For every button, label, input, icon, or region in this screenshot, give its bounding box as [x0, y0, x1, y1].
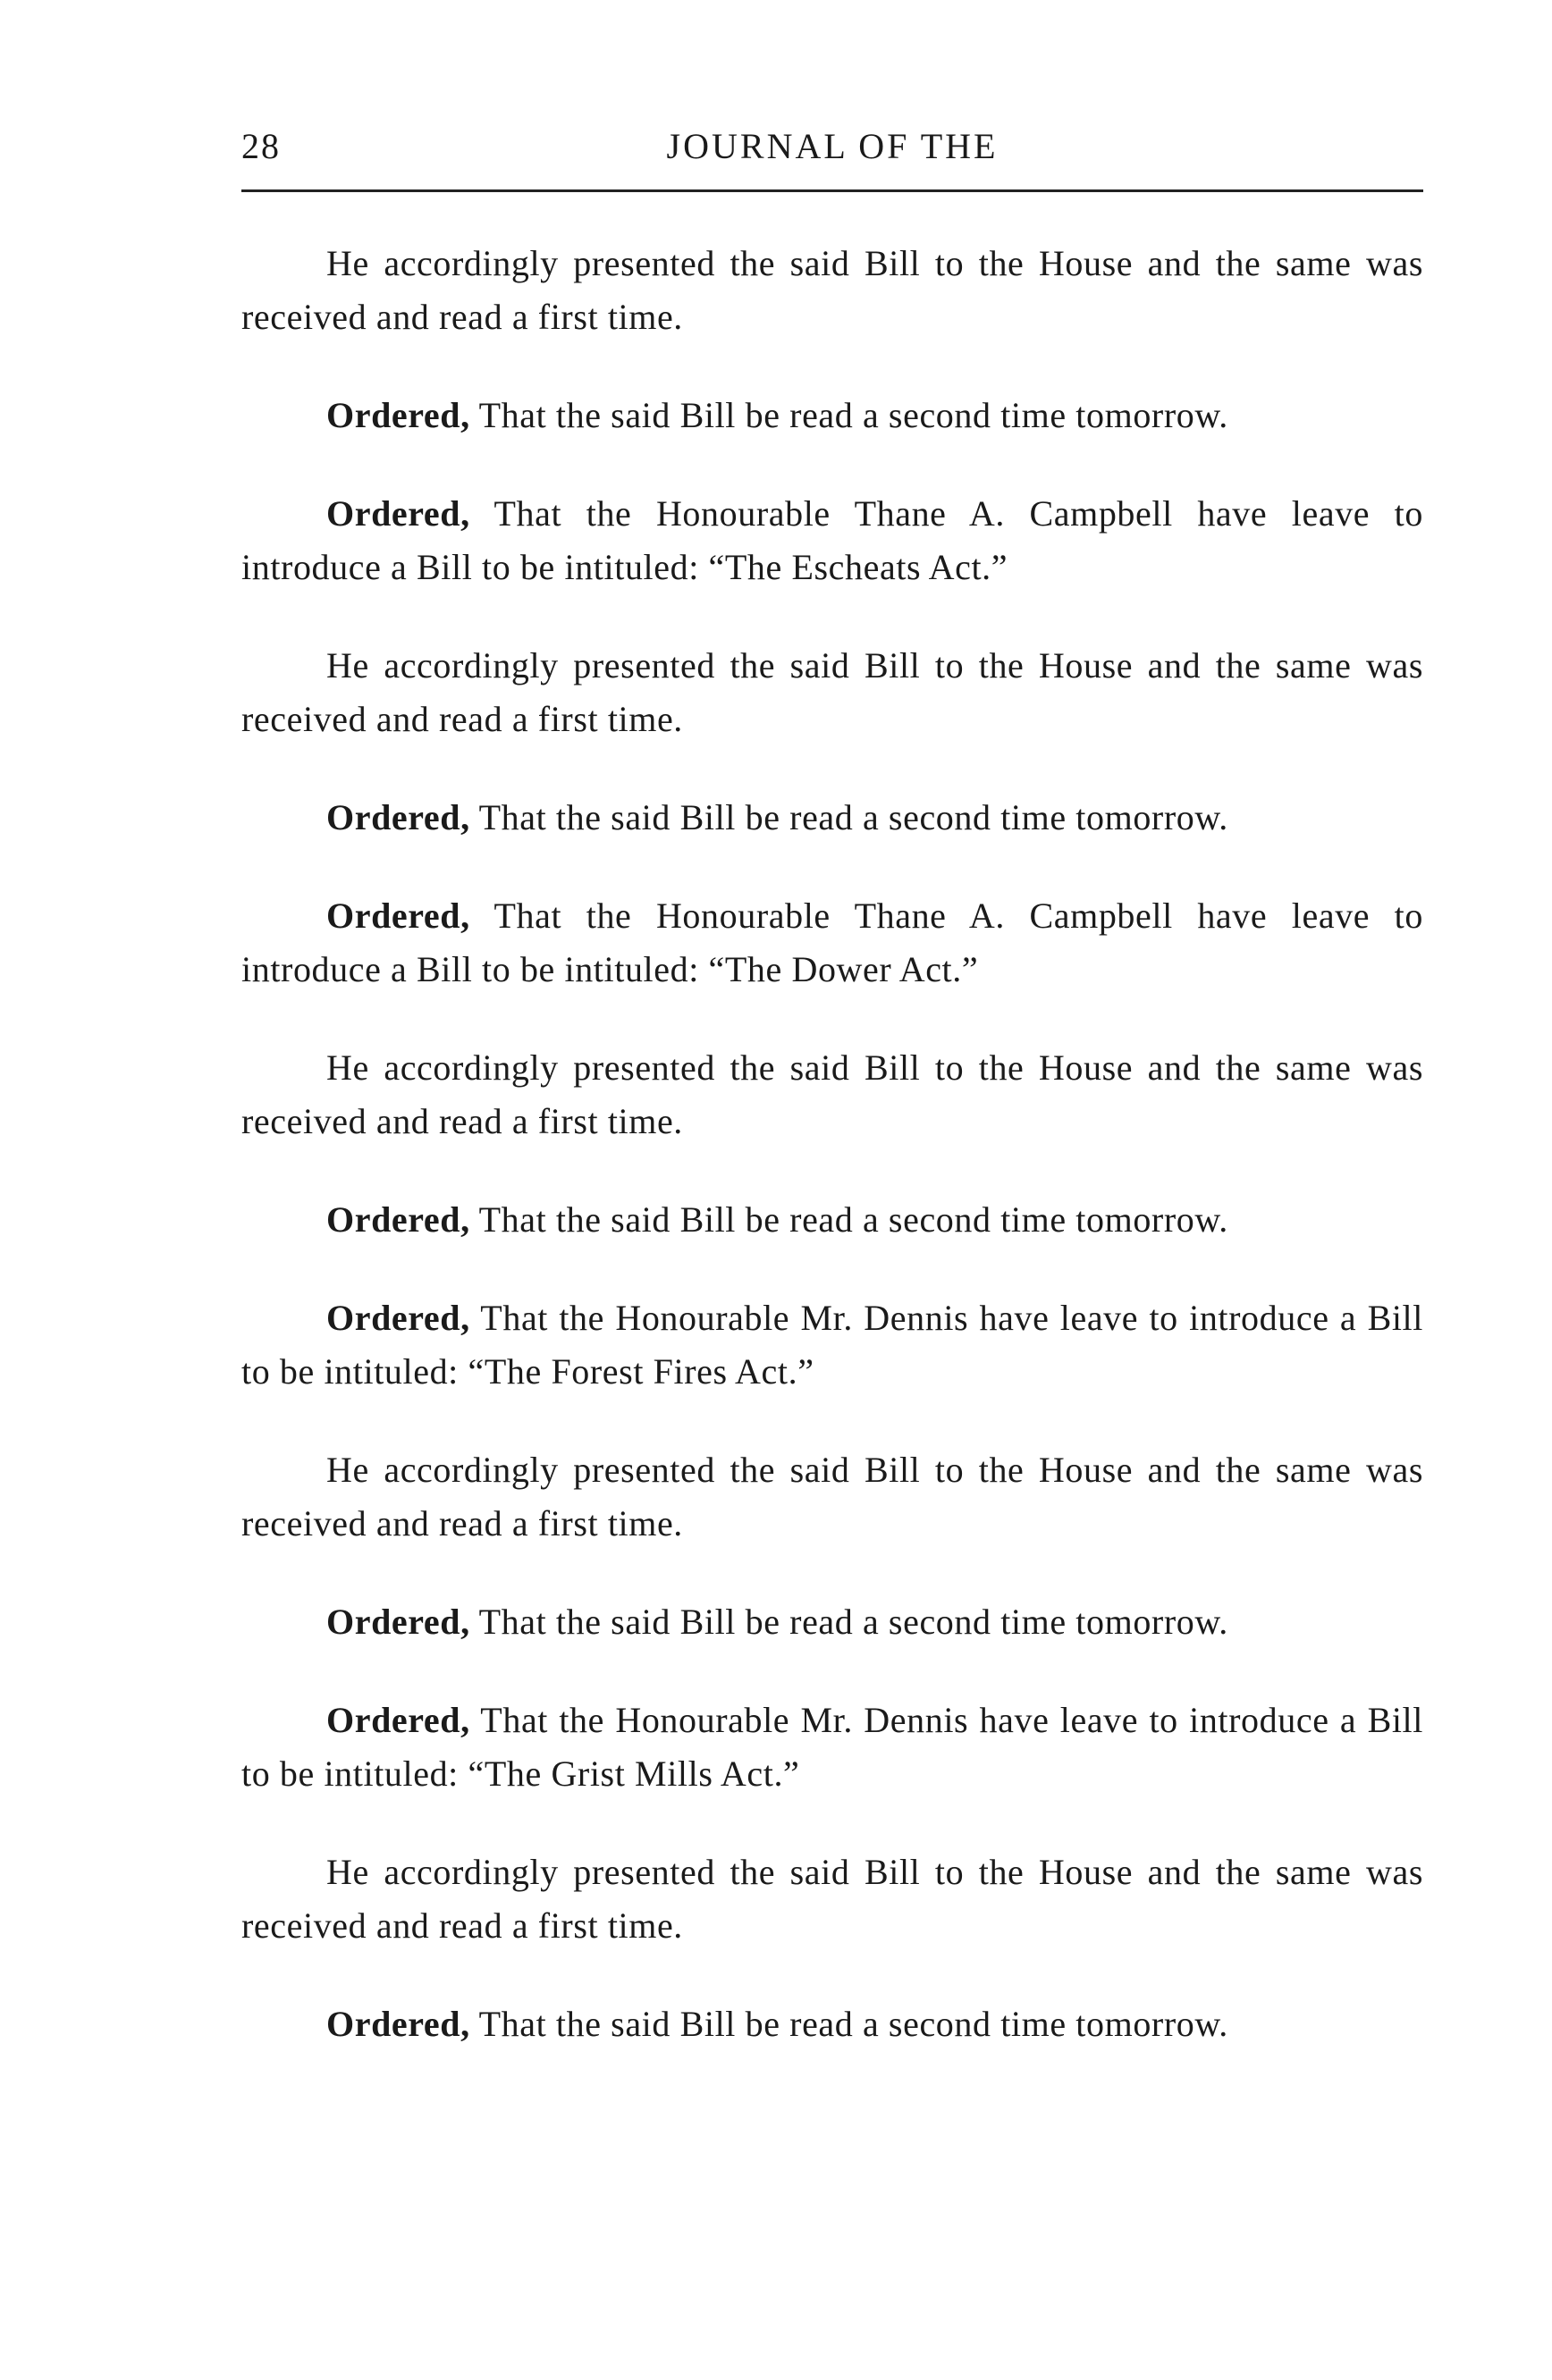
- paragraph-text: He accordingly presented the said Bill to the House and the same was received and read a first time.: [241, 645, 1423, 739]
- journal-body: [241, 237, 1423, 2051]
- paragraph-lead: Ordered,: [326, 1700, 470, 1740]
- paragraph: [241, 639, 1423, 746]
- paragraph: [241, 1997, 1423, 2051]
- paragraph-lead: Ordered,: [326, 797, 470, 837]
- paragraph: [241, 791, 1423, 845]
- paragraph: [241, 889, 1423, 997]
- paragraph: [241, 389, 1423, 442]
- paragraph-lead: Ordered,: [326, 1602, 470, 1642]
- header-rule: [241, 189, 1423, 192]
- paragraph-lead: Ordered,: [326, 395, 470, 435]
- header-title: JOURNAL OF THE: [666, 126, 999, 166]
- paragraph-text: That the said Bill be read a second time tomorrow.: [469, 797, 1228, 837]
- paragraph-lead: Ordered,: [326, 896, 470, 936]
- paragraph: [241, 1041, 1423, 1148]
- paragraph-text: That the said Bill be read a second time tomorrow.: [469, 1199, 1228, 1240]
- paragraph-lead: Ordered,: [326, 493, 470, 534]
- paragraph-text: That the said Bill be read a second time tomorrow.: [469, 395, 1228, 435]
- paragraph-text: That the Honourable Mr. Dennis have leave to introduce a Bill to be intituled: “The Grist Mills Act.”: [241, 1700, 1423, 1794]
- paragraph-text: He accordingly presented the said Bill to the House and the same was received and read a first time.: [241, 1047, 1423, 1141]
- paragraph-lead: Ordered,: [326, 1199, 470, 1240]
- paragraph-text: That the said Bill be read a second time tomorrow.: [469, 2004, 1228, 2044]
- paragraph-text: He accordingly presented the said Bill to the House and the same was received and read a first time.: [241, 1450, 1423, 1543]
- paragraph-lead: Ordered,: [326, 2004, 470, 2044]
- paragraph-text: That the Honourable Mr. Dennis have leave to introduce a Bill to be intituled: “The Forest Fires Act.”: [241, 1298, 1423, 1392]
- paragraph-lead: Ordered,: [326, 1298, 470, 1338]
- paragraph: [241, 1291, 1423, 1399]
- paragraph: [241, 487, 1423, 594]
- paragraph: [241, 237, 1423, 344]
- paragraph-text: He accordingly presented the said Bill to the House and the same was received and read a first time.: [241, 1852, 1423, 1946]
- paragraph-text: That the Honourable Thane A. Campbell have leave to introduce a Bill to be intituled: “The Escheats Act.”: [241, 493, 1423, 587]
- paragraph-text: He accordingly presented the said Bill to the House and the same was received and read a first time.: [241, 243, 1423, 337]
- running-head: [241, 125, 1423, 179]
- paragraph-text: That the said Bill be read a second time tomorrow.: [469, 1602, 1228, 1642]
- paragraph: [241, 1595, 1423, 1649]
- paragraph: [241, 1193, 1423, 1247]
- paragraph-text: That the Honourable Thane A. Campbell have leave to introduce a Bill to be intituled: “The Dower Act.”: [241, 896, 1423, 989]
- paragraph: [241, 1443, 1423, 1551]
- paragraph: [241, 1694, 1423, 1801]
- paragraph: [241, 1846, 1423, 1953]
- journal-page: [241, 125, 1423, 2096]
- page-number: 28: [241, 126, 281, 166]
